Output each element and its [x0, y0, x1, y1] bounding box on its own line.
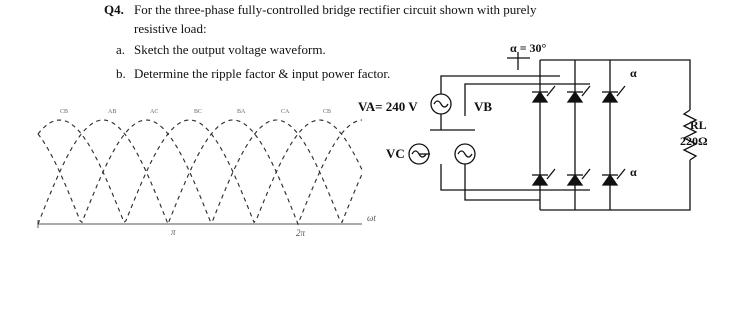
wire-phase-b-bottom [465, 164, 540, 200]
line-label-4: BC [194, 109, 203, 115]
line-label-5: BA [237, 109, 246, 115]
line-label-3: AC [150, 109, 159, 115]
thyristor-t4-gate [547, 169, 555, 179]
source-a-label: VA= 240 V [358, 99, 418, 114]
thyristor-t5-icon [603, 92, 617, 102]
thyristor-t1-gate [547, 86, 555, 96]
thyristor-t3-gate [582, 86, 590, 96]
thyristor-t4-icon [533, 175, 547, 185]
sine-icon [434, 101, 448, 107]
x-axis-label: ωt [367, 213, 376, 223]
wire-phase-c-bottom [441, 164, 590, 190]
source-c-label: VC [386, 146, 405, 161]
question-text-line2: resistive load: [134, 21, 207, 36]
part-b-label: b. [116, 66, 126, 81]
firing-angle-label: α = 30° [510, 41, 547, 55]
alpha-bottom-label: α [630, 165, 637, 179]
wire-phase-a [441, 76, 560, 94]
question-text-line1: For the three-phase fully-controlled bridge rectifier circuit shown with purely [134, 2, 537, 17]
x-tick-2pi: 2π [296, 228, 306, 238]
thyristor-t3-icon [568, 92, 582, 102]
line-label-2: AB [108, 109, 117, 115]
question-number: Q4. [104, 2, 124, 17]
load-resistor-icon [684, 110, 696, 160]
thyristor-t2-icon [603, 175, 617, 185]
thyristor-t6-icon [568, 175, 582, 185]
x-tick-pi: π [171, 227, 176, 237]
thyristor-t2-gate [617, 169, 625, 179]
load-name-label: RL [690, 118, 707, 132]
line-label-1: CB [60, 109, 69, 115]
thyristor-t1-icon [533, 92, 547, 102]
thyristor-t5-gate [617, 86, 625, 96]
part-a-label: a. [116, 42, 126, 57]
part-a-text: Sketch the output voltage waveform. [134, 42, 326, 57]
load-value-label: 220Ω [680, 134, 708, 148]
part-b-text: Determine the ripple factor & input power factor. [134, 66, 391, 81]
thyristor-t6-gate [582, 169, 590, 179]
source-b-label: VB [474, 99, 493, 114]
line-label-6: CA [281, 109, 290, 115]
line-label-7: CB [323, 109, 332, 115]
sine-icon [458, 151, 472, 157]
alpha-top-label: α [630, 66, 637, 80]
